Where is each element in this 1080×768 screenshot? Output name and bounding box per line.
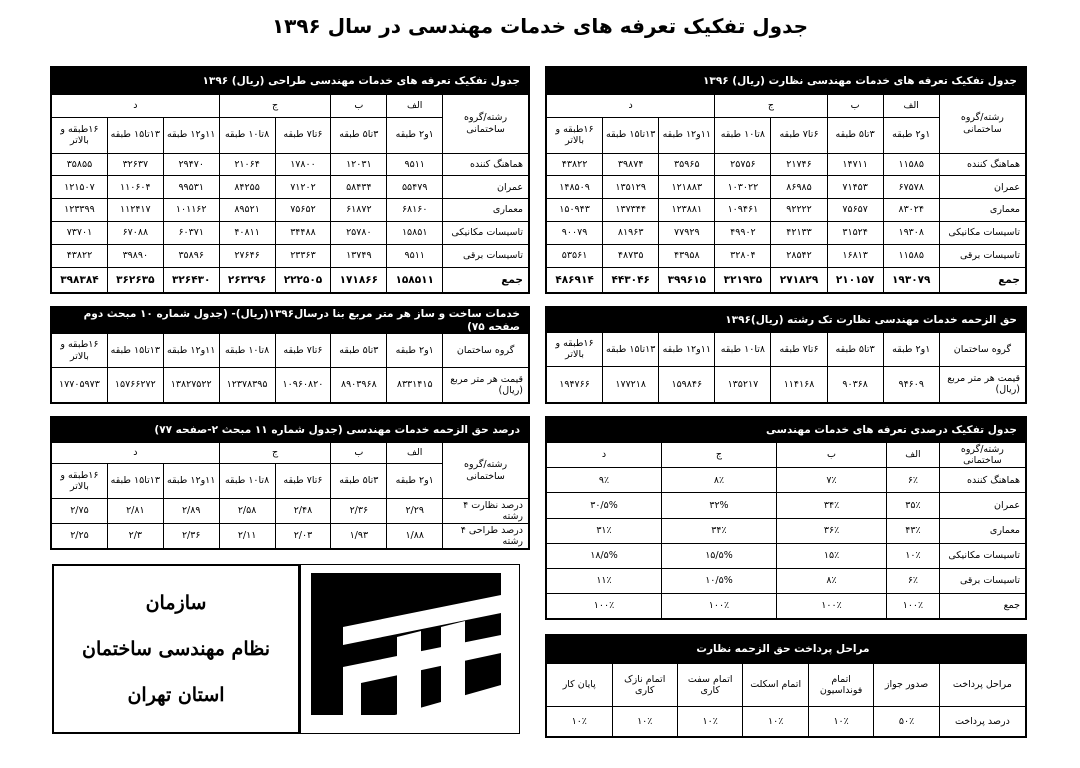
table-cell: ۲۹۴۷۰: [163, 153, 219, 176]
total-row: [547, 267, 1026, 292]
table-cell: ۷۱۴۵۳: [827, 176, 883, 199]
table-cell: ۱۴۸۵۰۹: [547, 176, 603, 199]
corner-header: رشته/گروه ساختمانی: [443, 442, 529, 498]
table-cell: ۶٪: [887, 568, 940, 593]
sub-header: ۳تا۵ طبقه: [331, 463, 387, 498]
table-cell: ۱۷۱۸۶۶: [331, 267, 387, 292]
table-cell: ۹۰۰۷۹: [547, 222, 603, 245]
table-cell: ۳۶٪: [776, 518, 886, 543]
table-cell: ۱۵۰۹۴۳: [547, 199, 603, 222]
row-label: تاسیسات مکانیکی: [939, 543, 1025, 568]
group-header: د: [547, 95, 715, 118]
table-row: [547, 593, 1026, 618]
table-cell: ۸٪: [661, 468, 776, 493]
table-row: [547, 568, 1026, 593]
sub-header: ۱۶طبقه و بالاتر: [52, 463, 108, 498]
table-cell: ۲۵۷۸۰: [331, 222, 387, 245]
corner-header: رشته/گروه ساختمانی: [939, 95, 1025, 154]
table-cell: ۱۴۷۱۱: [827, 153, 883, 176]
corner-header: گروه ساختمان: [939, 332, 1025, 366]
table-cell: ۲/۵۸: [219, 499, 275, 524]
table-cell: ۸۳۳۱۴۱۵: [387, 368, 443, 403]
table-cell: ۸۶۹۸۵: [771, 176, 827, 199]
table-row: [547, 543, 1026, 568]
table-cell: ۱۰۰٪: [887, 593, 940, 618]
table-cell: ۳۱٪: [547, 518, 662, 543]
table-row: [547, 493, 1026, 518]
row-label: معماری: [939, 518, 1025, 543]
table-cell: ۶۷۵۷۸: [883, 176, 939, 199]
table-cell: ۵۰٪: [874, 706, 939, 736]
table-cell: ۲/۸۱: [107, 499, 163, 524]
sub-header: ۱۳تا۱۵ طبقه: [107, 334, 163, 368]
table-cell: ۴۹۹۰۲: [715, 222, 771, 245]
table-header-cell: پایان کار: [547, 664, 613, 706]
table-row: [52, 368, 529, 403]
percentage-breakdown-table: [545, 416, 1027, 620]
table-row: [52, 176, 529, 199]
table-cell: ۱۵٪: [776, 543, 886, 568]
sub-header: ۱۶طبقه و بالاتر: [547, 117, 603, 153]
table-cell: ۱/۹۳: [331, 524, 387, 549]
table-cell: ۹۴۶۰۹: [883, 366, 939, 402]
row-label: هماهنگ کننده: [939, 468, 1025, 493]
table-title: جدول تفکیک تعرفه های خدمات مهندسی نظارت (ریال) ۱۳۹۶: [547, 68, 1026, 95]
table-cell: ۴۳٪: [887, 518, 940, 543]
table-cell: ۱۹۴۷۶۶: [547, 366, 603, 402]
group-header: الف: [387, 95, 443, 118]
table-cell: ۱۱۰۶۰۴: [107, 176, 163, 199]
table-cell: ۱۲۳۷۸۳۹۵: [219, 368, 275, 403]
table-cell: ۱۵۸۵۱: [387, 222, 443, 245]
single-discipline-fee-table: [545, 306, 1027, 404]
sub-header: ۶تا۷ طبقه: [275, 117, 331, 153]
group-header: ب: [331, 95, 387, 118]
table-header-cell: اتمام اسکلت: [743, 664, 808, 706]
sub-header: ۱و۲ طبقه: [883, 332, 939, 366]
table-cell: ۱/۸۸: [387, 524, 443, 549]
row-label: قیمت هر متر مربع (ریال): [939, 366, 1025, 402]
table-header-cell: اتمام فونداسیون: [808, 664, 873, 706]
table-cell: ۱۰٪: [612, 706, 677, 736]
table-row: [52, 524, 529, 549]
row-label: هماهنگ کننده: [939, 153, 1025, 176]
table-cell: ۱۱٪: [547, 568, 662, 593]
sub-header: ۳تا۵ طبقه: [827, 117, 883, 153]
row-label: قیمت هر متر مربع (ریال): [443, 368, 529, 403]
table-cell: ۶۱۸۷۲: [331, 199, 387, 222]
sub-header: ۶تا۷ طبقه: [275, 334, 331, 368]
corner-header: رشته/گروه ساختمانی: [939, 443, 1025, 468]
table-cell: ۳۵۸۵۵: [52, 153, 108, 176]
table-cell: ۱۲۱۸۸۳: [659, 176, 715, 199]
table-cell: ۷۵۶۵۲: [275, 199, 331, 222]
table-cell: ۴۸۷۳۵: [603, 245, 659, 268]
table-cell: ۱۳۵۱۲۹: [603, 176, 659, 199]
table-cell: ۱۰٪: [743, 706, 808, 736]
sub-header: ۸تا۱۰ طبقه: [219, 334, 275, 368]
table-cell: ۸۹۵۲۱: [219, 199, 275, 222]
corner-header: رشته/گروه ساختمانی: [443, 95, 529, 154]
organization-name-line: سازمان: [145, 592, 207, 614]
table-cell: ۱۸/۵%: [547, 543, 662, 568]
row-label: عمران: [939, 493, 1025, 518]
table-row: [547, 366, 1026, 402]
row-label: معماری: [443, 199, 529, 222]
table-cell: ۸۹۰۳۹۶۸: [331, 368, 387, 403]
table-cell: ۱۰/۵%: [661, 568, 776, 593]
table-cell: ۲/۷۵: [52, 499, 108, 524]
sub-header: ۱۶طبقه و بالاتر: [547, 332, 603, 366]
fee-percentage-table: [50, 416, 530, 550]
table-cell: ۱۰٪: [677, 706, 742, 736]
organization-name-box: [52, 564, 300, 734]
table-cell: ۷٪: [776, 468, 886, 493]
table-cell: ۱۱۲۴۱۷: [107, 199, 163, 222]
table-row: [547, 468, 1026, 493]
design-fee-table: [50, 66, 530, 294]
table-row: [52, 222, 529, 245]
sub-header: ۱۱و۱۲ طبقه: [659, 332, 715, 366]
table-cell: ۲۷۱۸۲۹: [771, 267, 827, 292]
table-row: [547, 518, 1026, 543]
table-header-cell: مراحل پرداخت: [939, 664, 1025, 706]
table-cell: ۱۰۰٪: [661, 593, 776, 618]
group-header: ج: [661, 443, 776, 468]
row-label: جمع: [443, 267, 529, 292]
row-label: تاسیسات مکانیکی: [939, 222, 1025, 245]
table-cell: ۳۵٪: [887, 493, 940, 518]
table-row: [547, 245, 1026, 268]
table-cell: ۱۰٪: [547, 706, 613, 736]
table-cell: ۴۳۹۵۸: [659, 245, 715, 268]
row-label: معماری: [939, 199, 1025, 222]
table-cell: ۷۱۲۰۲: [275, 176, 331, 199]
sub-header: ۱و۲ طبقه: [883, 117, 939, 153]
table-row: [547, 176, 1026, 199]
group-header: د: [52, 442, 220, 463]
construction-cost-table: [50, 306, 530, 404]
engineering-organization-logo-icon: [301, 565, 518, 732]
table-cell: ۳۰/۵%: [547, 493, 662, 518]
table-title: مراحل پرداخت حق الزحمه نظارت: [547, 636, 1026, 664]
sub-header: ۶تا۷ طبقه: [275, 463, 331, 498]
table-row: [52, 245, 529, 268]
table-cell: ۲۷۶۴۶: [219, 245, 275, 268]
table-cell: ۲۳۳۶۳: [275, 245, 331, 268]
table-cell: ۳۹۸۳۸۴: [52, 267, 108, 292]
table-cell: ۴۸۶۹۱۴: [547, 267, 603, 292]
table-cell: ۶۰۳۷۱: [163, 222, 219, 245]
sub-header: ۱و۲ طبقه: [387, 463, 443, 498]
table-cell: ۱۳۵۲۱۷: [715, 366, 771, 402]
group-header: د: [52, 95, 220, 118]
table-cell: ۳۵۹۶۵: [659, 153, 715, 176]
group-header: الف: [387, 442, 443, 463]
table-title: جدول تفکیک تعرفه های خدمات مهندسی طراحی (ریال) ۱۳۹۶: [52, 68, 529, 95]
table-cell: ۳۲۱۹۳۵: [715, 267, 771, 292]
table-title: درصد حق الزحمه خدمات مهندسی (جدول شماره ۱۱ مبحث ۲-صفحه ۷۷): [52, 418, 529, 443]
table-row: [547, 222, 1026, 245]
sub-header: ۸تا۱۰ طبقه: [715, 117, 771, 153]
sub-header: ۱۱و۱۲ طبقه: [163, 117, 219, 153]
table-cell: ۳۲۸۰۴: [715, 245, 771, 268]
table-cell: ۱۹۳۰۸: [883, 222, 939, 245]
table-cell: ۱۳۷۴۹: [331, 245, 387, 268]
table-cell: ۲/۰۳: [275, 524, 331, 549]
table-cell: ۲۱۷۴۶: [771, 153, 827, 176]
table-cell: ۸۴۲۵۵: [219, 176, 275, 199]
table-cell: ۳۲۶۳۷: [107, 153, 163, 176]
table-header-cell: اتمام نازک کاری: [612, 664, 677, 706]
table-cell: ۷۵۶۵۷: [827, 199, 883, 222]
table-cell: ۱۱۵۸۵: [883, 245, 939, 268]
table-row: [52, 199, 529, 222]
table-cell: ۴۰۸۱۱: [219, 222, 275, 245]
table-cell: ۱۰٪: [808, 706, 873, 736]
sub-header: ۱۳تا۱۵ طبقه: [603, 332, 659, 366]
table-header-cell: اتمام سفت کاری: [677, 664, 742, 706]
table-cell: ۲۱۰۶۴: [219, 153, 275, 176]
organization-logo: [300, 564, 520, 734]
table-cell: ۸۱۹۶۳: [603, 222, 659, 245]
group-header: ج: [715, 95, 827, 118]
sub-header: ۱۱و۱۲ طبقه: [163, 463, 219, 498]
row-label: عمران: [443, 176, 529, 199]
table-cell: ۱۶۸۱۳: [827, 245, 883, 268]
group-header: ج: [219, 95, 331, 118]
table-cell: ۶٪: [887, 468, 940, 493]
table-cell: ۷۳۷۰۱: [52, 222, 108, 245]
page-title: جدول تفکیک تعرفه های خدمات مهندسی در سال ۱۳۹۶: [271, 14, 809, 38]
table-cell: ۷۷۹۲۹: [659, 222, 715, 245]
table-cell: ۲/۳۶: [163, 524, 219, 549]
table-cell: ۲۱۰۱۵۷: [827, 267, 883, 292]
row-label: هماهنگ کننده: [443, 153, 529, 176]
sub-header: ۱۳تا۱۵ طبقه: [603, 117, 659, 153]
table-cell: ۲/۲۵: [52, 524, 108, 549]
row-label: تاسیسات برقی: [443, 245, 529, 268]
table-cell: ۹۲۲۲۲: [771, 199, 827, 222]
group-header: د: [547, 443, 662, 468]
table-cell: ۳۶۲۶۳۵: [107, 267, 163, 292]
table-cell: ۴۳۸۲۲: [52, 245, 108, 268]
sub-header: ۱۱و۱۲ طبقه: [163, 334, 219, 368]
row-label: عمران: [939, 176, 1025, 199]
table-cell: ۱۹۳۰۷۹: [883, 267, 939, 292]
table-cell: ۸٪: [776, 568, 886, 593]
table-row: [52, 499, 529, 524]
table-cell: ۱۲۳۸۸۱: [659, 199, 715, 222]
row-label: جمع: [939, 593, 1025, 618]
table-cell: ۹۵۱۱: [387, 153, 443, 176]
table-cell: ۳۲۶۴۳۰: [163, 267, 219, 292]
table-cell: ۵۳۵۶۱: [547, 245, 603, 268]
table-cell: ۱۰٪: [887, 543, 940, 568]
table-cell: ۹٪: [547, 468, 662, 493]
payment-stages-table: [545, 634, 1027, 738]
table-cell: ۴۳۸۲۲: [547, 153, 603, 176]
table-cell: ۹۹۵۳۱: [163, 176, 219, 199]
table-cell: ۳۹۸۷۴: [603, 153, 659, 176]
table-cell: ۹۰۳۶۸: [827, 366, 883, 402]
total-row: [52, 267, 529, 292]
table-cell: ۳۴٪: [661, 518, 776, 543]
table-cell: ۳۱۵۲۴: [827, 222, 883, 245]
sub-header: ۶تا۷ طبقه: [771, 332, 827, 366]
row-label: درصد نظارت ۴ رشته: [443, 499, 529, 524]
table-cell: ۱۰۳۰۲۲: [715, 176, 771, 199]
sub-header: ۶تا۷ طبقه: [771, 117, 827, 153]
table-cell: ۵۵۴۷۹: [387, 176, 443, 199]
sub-header: ۳تا۵ طبقه: [827, 332, 883, 366]
table-cell: ۴۲۱۳۳: [771, 222, 827, 245]
table-cell: ۱۱۴۱۶۸: [771, 366, 827, 402]
row-label: تاسیسات برقی: [939, 568, 1025, 593]
table-cell: ۵۸۴۳۴: [331, 176, 387, 199]
table-cell: ۱۰۱۱۶۲: [163, 199, 219, 222]
row-label: جمع: [939, 267, 1025, 292]
sub-header: ۳تا۵ طبقه: [331, 117, 387, 153]
table-cell: ۱۷۷۲۱۸: [603, 366, 659, 402]
table-cell: ۱۰۰٪: [547, 593, 662, 618]
sub-header: ۱۳تا۱۵ طبقه: [107, 463, 163, 498]
table-cell: ۳۴۴۸۸: [275, 222, 331, 245]
table-cell: ۱۱۵۸۵: [883, 153, 939, 176]
table-cell: ۲/۴۸: [275, 499, 331, 524]
table-cell: ۱۲۱۵۰۷: [52, 176, 108, 199]
row-label: درصد پرداخت: [939, 706, 1025, 736]
table-cell: ۲/۳۶: [331, 499, 387, 524]
sub-header: ۱۱و۱۲ طبقه: [659, 117, 715, 153]
table-cell: ۳۹۹۶۱۵: [659, 267, 715, 292]
table-cell: ۲/۸۹: [163, 499, 219, 524]
organization-name-line: استان تهران: [127, 684, 225, 706]
table-cell: ۱۰۹۶۰۸۲۰: [275, 368, 331, 403]
row-label: تاسیسات مکانیکی: [443, 222, 529, 245]
group-header: الف: [883, 95, 939, 118]
table-cell: ۲۲۲۵۰۵: [275, 267, 331, 292]
table-row: [547, 199, 1026, 222]
table-row: [547, 153, 1026, 176]
organization-name-line: نظام مهندسی ساختمان: [82, 638, 270, 660]
table-row: [547, 706, 1026, 736]
table-cell: ۳۲%: [661, 493, 776, 518]
row-label: درصد طراحی ۴ رشته: [443, 524, 529, 549]
table-cell: ۱۳۷۳۴۴: [603, 199, 659, 222]
table-cell: ۳۵۸۹۶: [163, 245, 219, 268]
table-cell: ۱۲۰۳۱: [331, 153, 387, 176]
table-title: خدمات ساخت و ساز هر متر مربع بنا درسال۱۳۹۶(ریال)- (جدول شماره ۱۰ مبحث دوم صفحه ۷۵): [52, 308, 529, 334]
table-cell: ۱۳۸۲۷۵۲۲: [163, 368, 219, 403]
table-cell: ۲/۲۹: [387, 499, 443, 524]
group-header: ج: [219, 442, 331, 463]
table-cell: ۴۴۳۰۴۶: [603, 267, 659, 292]
table-cell: ۲۸۵۴۲: [771, 245, 827, 268]
table-cell: ۱۲۳۳۹۹: [52, 199, 108, 222]
table-header-cell: صدور جواز: [874, 664, 939, 706]
corner-header: گروه ساختمان: [443, 334, 529, 368]
table-cell: ۹۵۱۱: [387, 245, 443, 268]
sub-header: ۸تا۱۰ طبقه: [219, 463, 275, 498]
sub-header: ۸تا۱۰ طبقه: [219, 117, 275, 153]
sub-header: ۸تا۱۰ طبقه: [715, 332, 771, 366]
table-cell: ۳۴٪: [776, 493, 886, 518]
table-cell: ۲۵۷۵۶: [715, 153, 771, 176]
table-cell: ۱۷۷۰۵۹۷۳: [52, 368, 108, 403]
table-cell: ۱۰۹۴۶۱: [715, 199, 771, 222]
group-header: ب: [776, 443, 886, 468]
table-cell: ۶۸۱۶۰: [387, 199, 443, 222]
group-header: ب: [827, 95, 883, 118]
sub-header: ۱۶طبقه و بالاتر: [52, 334, 108, 368]
sub-header: ۱و۲ طبقه: [387, 334, 443, 368]
table-cell: ۲/۱۱: [219, 524, 275, 549]
table-row: [52, 153, 529, 176]
table-cell: ۸۳۰۲۴: [883, 199, 939, 222]
sub-header: ۱و۲ طبقه: [387, 117, 443, 153]
table-title: حق الزحمه خدمات مهندسی نظارت تک رشته (ریال)۱۳۹۶: [547, 308, 1026, 333]
table-cell: ۱۰۰٪: [776, 593, 886, 618]
table-cell: ۱۵۷۶۶۲۷۲: [107, 368, 163, 403]
table-cell: ۱۷۸۰۰: [275, 153, 331, 176]
table-cell: ۲۶۳۲۹۶: [219, 267, 275, 292]
sub-header: ۳تا۵ طبقه: [331, 334, 387, 368]
table-cell: ۱۵۸۵۱۱: [387, 267, 443, 292]
table-cell: ۱۵۹۸۴۶: [659, 366, 715, 402]
supervision-fee-table: [545, 66, 1027, 294]
table-title: جدول تفکیک درصدی تعرفه های خدمات مهندسی: [547, 418, 1026, 443]
table-cell: ۲/۳: [107, 524, 163, 549]
table-cell: ۶۷۰۸۸: [107, 222, 163, 245]
group-header: الف: [887, 443, 940, 468]
row-label: تاسیسات برقی: [939, 245, 1025, 268]
group-header: ب: [331, 442, 387, 463]
table-cell: ۱۵/۵%: [661, 543, 776, 568]
sub-header: ۱۶طبقه و بالاتر: [52, 117, 108, 153]
table-cell: ۳۹۸۹۰: [107, 245, 163, 268]
sub-header: ۱۳تا۱۵ طبقه: [107, 117, 163, 153]
